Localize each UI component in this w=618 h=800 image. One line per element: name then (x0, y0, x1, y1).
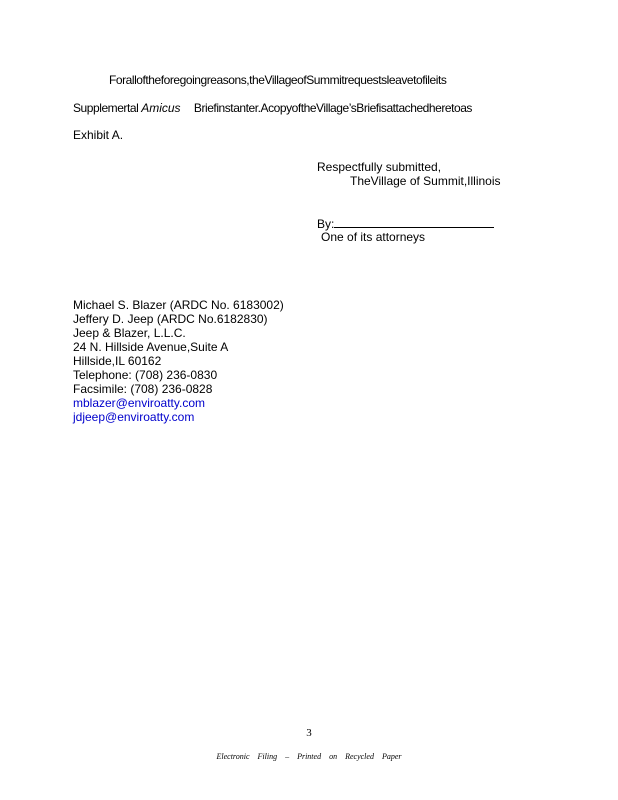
signature-party: TheVillage of Summit,Illinois (350, 174, 501, 188)
counsel-block (73, 298, 284, 424)
signature-closing: Respectfully submitted, (317, 160, 442, 174)
signature-role: One of its attorneys (321, 230, 426, 244)
firm-name: Jeep & Blazer, L.L.C. (73, 326, 186, 340)
email-link-mblazer[interactable]: mblazer@enviroatty.com (73, 396, 205, 410)
signature-line (334, 216, 494, 228)
body-text-fragment: Supplemertal (73, 101, 142, 115)
amicus-italic-word: Amicus (141, 101, 181, 115)
page-number: 3 (306, 727, 312, 739)
attorney-name: Jeffery D. Jeep (ARDC No.6182830) (73, 312, 268, 326)
body-paragraph-line-2 (73, 101, 472, 115)
facsimile-number: Facsimile: (708) 236-0828 (73, 382, 213, 396)
email-link-jdjeep[interactable]: jdjeep@enviroatty.com (73, 410, 195, 424)
page-footer: Electronic Filing – Printed on Recycled Paper (216, 752, 402, 761)
signature-by-row (317, 216, 494, 231)
telephone-number: Telephone: (708) 236-0830 (73, 368, 218, 382)
body-text-fragment: Briefinstanter.AcopyoftheVillage’sBriefisattachedheretoas (193, 101, 472, 115)
signature-by-label: By: (317, 217, 335, 231)
street-address: 24 N. Hillside Avenue,Suite A (73, 340, 229, 354)
attorney-name: Michael S. Blazer (ARDC No. 6183002) (73, 298, 284, 312)
body-paragraph-line-1: Foralloftheforegoingreasons,theVillageofSummitrequestsleavetofileits (109, 73, 447, 87)
city-state-zip: Hillside,IL 60162 (73, 354, 162, 368)
body-paragraph-line-3: Exhibit A. (73, 128, 124, 142)
